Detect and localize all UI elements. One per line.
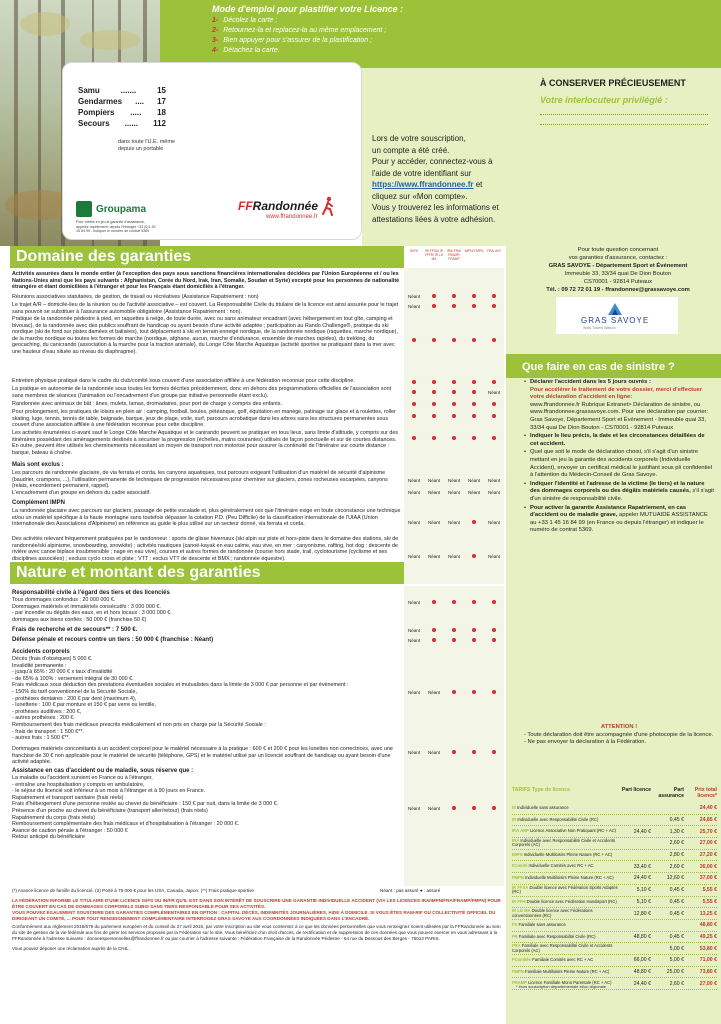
domaine-intro: Activités assurées dans le monde entier (à l'exception des pays sous sanctions financières internationales décidées par l'Union Européenne et / ou les Nations-Unies ainsi que les pays suivants : Afghanistan, Corée du Nord, Irak, Iran, Somalie, Soudan et Syrie) excepté pour les personnes de nationalité étrangère et étant domiciliées à l'étranger et pour les Français étant domiciliés à l'étranger. [12, 271, 400, 291]
tarif-row: FRA Familiale avec Responsabilité Civile et Accidents Corporels (AC) 5,00 € 53,80 € [512, 943, 717, 955]
covered-dot [472, 806, 476, 810]
domaine-row: Le trajet A/R – domicile-lieu de la réunion ou de l'activité associative – est couvert. La Responsabilité Civile du titulaire de la licence est ainsi assurée pour le trajet sans pouvoir se substituer à l'assurance automobile obligatoire (Assistance Rapatriement : non). [12, 302, 399, 315]
covered-dot [452, 628, 456, 632]
emergency-numbers [78, 85, 166, 129]
domaine-row: Réunions associatives statutaires, de gestion, de travail ou récréatives (Assistance Rapatriement : non) [12, 294, 259, 300]
subscription-text: Lors de votre souscription, un compte a été créé. Pour y accéder, connectez-vous à l'aide de votre identifiant sur https://www.ffrandonnee.fr et cliquez sur «Mon compte». Vous y trouverez les informations et attestations liées à votre adhésion. [372, 134, 499, 224]
accidents-list: Décès (frais d'obsèques) 5 000 €. Invalidité permanente : - jusqu'à 65% : 20 000 € x taux d'invalidité - de 65% à 100% : versement intégral de 30 000 €. Frais médicaux sous déduction des prestations éventuelles sociales et mutualistes dans la limite de 3 000 € par personne et par événement : - 150% du tarif conventionnel de la Sécurité Sociale, - prothèses dentaires : 200 € par dent (maximum 4), - lunetterie : 100 € par monture et 150 € par verre ou lentille, - prothèses auditives : 200 €, - autres prothèses : 200 €. Remboursement des frais médicaux prescrits médicalement et non pris en charge par la Sécurité Sociale : - frais de transport : 1 500 €**. - autres frais : 1 500 €**. [12, 656, 349, 742]
covered-dot [432, 402, 436, 406]
domaine-row: Randonnée avec animaux de bât : ânes, mulets, lamas, dromadaires, pour port de charge y compris des enfants. [12, 401, 282, 407]
emergency-row: Samu ....... 15 [78, 86, 166, 95]
covered-dot [472, 690, 476, 694]
domaine-row: Pratique de la randonnée pédestre à pied, en raquettes à neige, de toute durée, avec ou sans animateur encadrant (avec hébergement en tout gîte, camping et bivouac), de la randonnée avec des publics souffrant de handicap ou ayant besoin d'une activité adaptée ; participation au Rando Challenge®, pratique du ski nordique (ski de fond sur pistes damées et balisées), tout déplacement à ski en terrain enneigé nordique, de la randonnée nordique (raquettes, marche nordique), de la marche nordique ou toutes les formes de marche (nordique, afghane, aucun, marche d'endurance, ensemble de marches rapides), du trekking, du geocaching, du canicrando (association à la marche pour la traction animale), du Longe Côte Marche Aquatique (activité sportive se pratiquant dans la mer avec une hauteur d'eau située au niveau du diaphragme). [12, 316, 398, 355]
covered-dot [492, 600, 496, 604]
instruction-step: 3- Bien appuyer pour s'assurer de la plastification ; [212, 37, 373, 44]
rc-list: Tous dommages confondus : 20 000 000 €. Dommages matériels et immatériels consécutifs : 3 000 000 €. - par incendie ou dégâts des eaux, en et hors locaux : 3 000 000 €. dommages aux biens confiés : 50 000 € (franchise 50 €) [12, 597, 172, 623]
top-section [0, 0, 721, 246]
covered-dot [432, 436, 436, 440]
covered-dot [472, 638, 476, 642]
covered-dot [412, 390, 416, 394]
tarif-footnote: * Hors souscription départementale et/ou régionale [516, 984, 607, 989]
covered-dot [452, 806, 456, 810]
legend: Néant : pas assuré ● : assuré [380, 888, 441, 893]
covered-dot [472, 338, 476, 342]
covered-dot [472, 520, 476, 524]
interlocutor-label: Votre interlocuteur privilégié : [540, 95, 668, 105]
covered-dot [472, 750, 476, 754]
covered-dot [452, 690, 456, 694]
tarif-row: FMPN Individuelle Multiloisirs Pleine Nature (RC + AC) 24,40 € 12,60 € 37,00 € [512, 873, 717, 885]
groupama-fine-print: Pour mettre en jeu la garantie d'assistance, appelez rapidement: depuis l'étranger +33 (0)1 45 16 84 99 - Indiquer le numéro de contrat 5369 [76, 220, 156, 233]
covered-dot [432, 390, 436, 394]
covered-dot [452, 294, 456, 298]
covered-dot [492, 294, 496, 298]
covered-dot [432, 338, 436, 342]
tarif-row: IR LD MA Double licence avec Fédérations conventionnées (RC) 12,80 € 0,45 € 13,25 € [512, 908, 717, 920]
covered-dot [492, 690, 496, 694]
ffrandonnee-logo: FFRandonnée [238, 196, 335, 216]
dotted-line [540, 114, 708, 115]
domaine-title: Domaine des garanties [10, 246, 404, 268]
tarif-row: FR Familiale avec Responsabilité Civile (RC) 48,80 € 0,45 € 49,25 € [512, 932, 717, 944]
covered-dot [472, 390, 476, 394]
impn-title: Complément IMPN [12, 500, 66, 506]
covered-dot [412, 402, 416, 406]
assistance-title: Assistance en cas d'accident ou de maladie, sous réserve que : [12, 768, 194, 774]
covered-dot [492, 806, 496, 810]
covered-dot [432, 600, 436, 604]
covered-dot [492, 402, 496, 406]
covered-dot [452, 338, 456, 342]
covered-dot [452, 600, 456, 604]
covered-dot [472, 402, 476, 406]
tarif-row: IRA Individuelle avec Responsabilité Civile et Accidents Corporels (AC) 2,60 € 27,00 € [512, 838, 717, 850]
instruction-list [212, 16, 386, 56]
tarif-row: FComités Familiale Comités avec RC + AC 66,00 € 5,00 € 71,00 € [512, 955, 717, 967]
notice-1: LA FÉDÉRATION INFORME LE TITULAIRE D'UNE LICENCE IS/FS OU IN/FR QU'IL EST DANS SON INTÉRÊT DE SOUSCRIRE UNE GARANTIE INDIVIDUELLE ACCIDENT (VIA LES LICENCES IRA/IMPN/FRA/FRAMP/FMPN) POUR ÊTRE COUVERT EN CAS DE DOMMAGES CORPORELS SUBIS SANS TIERS RESPONSABLE POUR SES ACTIVITÉS. [12, 898, 501, 909]
domaine-row: La pratique en autonomie de la randonnée sous toutes les formes décrites précédemment, donc en dehors des programmations officielles de l'association sont sans membres de séances (l'animation ou l'encadrement d'un groupe par initiative personnelle étant exclu). [12, 386, 392, 399]
tarif-row: IComité Individuelle Comités avec RC + AC 33,40 € 2,60 € 36,00 € [512, 861, 717, 873]
tarif-row: IR FFSA Double licence avec Fédération Sports Adaptés (RC) 5,10 € 0,45 € 5,55 € [512, 885, 717, 897]
covered-dot [412, 380, 416, 384]
covered-dot [472, 380, 476, 384]
covered-dot [492, 414, 496, 418]
sinistre-item: • Déclarer l'accident dans les 5 jours ouvrés : Pour accélérer le traitement de votre dossier, merci d'effectuer votre déclaration d'accident en ligne: www.ffrandonnee.fr Rubrique Extranet> Déclaration de sinistre, ou www.ffrandonnee.grassavoye.com. Pour une déclaration par courrier: Gras Savoye, Département Sport et Événement - Immeuble quai 33, 33/34 quai De Dion Bouton - CS70001 - 92814 Puteaux [524, 379, 714, 432]
covered-dot [492, 750, 496, 754]
covered-dot [432, 414, 436, 418]
covered-dot [432, 304, 436, 308]
covered-dot [492, 628, 496, 632]
tarif-row: FRAMP Licence Familiale Mono Parentale (RC + AC) 24,40 € 2,60 € 27,00 € [512, 978, 717, 990]
gras-savoye-name: GRAS SAVOYE [581, 316, 650, 325]
tarif-row: IS Individuelle sans assurance 24,40 € [512, 803, 717, 815]
tarif-row: IMPN Individuelle Multiloisirs Pleine Nature (RC + AC) 2,80 € 27,20 € [512, 850, 717, 862]
covered-dot [452, 402, 456, 406]
covered-dot [472, 436, 476, 440]
tarif-row: FS Familiale sans assurance 48,80 € [512, 920, 717, 932]
footnote: (*) Avance licence de famille du licencié. (3) Porté à 75 000 € pour les USA, Canada, Japon. (**) Frais pratique sportive [12, 888, 254, 893]
assistance-list: La maladie ou l'accident survient en France ou à l'étranger, - entraîne une hospitalisation y compris en ambulatoire, - le séjour du licencié soit inférieur à un mois à l'étranger et à 90 jours en France. Rapatriement et transport sanitaire (frais réels) Frais d'hébergement d'une personne restée au chevet du bénéficiaire : 150 € par nuit, dans la limite de 3 000 €. Présence d'un proche au chevet du bénéficiaire (transport aller/retour) (frais réels) Rapatriement du corps (frais réels) Remboursement complémentaire des frais médicaux et d'hospitalisation à l'étranger : 20 000 €. Avance de caution pénale à l'étranger : 50 000 € Retour anticipé du bénéficiaire [12, 775, 279, 841]
instruction-step: 1- Décolez la carte ; [212, 17, 278, 24]
covered-dot [452, 750, 456, 754]
hiker-icon [321, 196, 335, 216]
contact-block: Pour toute question concernant vos garanties d'assurance, contactez : GRAS SAVOYE - Département Sport et Événement Immeuble 33, 33/34 quai De Dion Bouton CS70001 - 92814 Puteaux Tél. : 09 72 72 01 19 - ffrandonnee@grassavoye.com [546, 247, 690, 293]
ffr-url: www.ffrandonnee.fr [266, 214, 318, 220]
covered-dot [452, 304, 456, 308]
covered-dot [432, 294, 436, 298]
covered-dot [472, 628, 476, 632]
sinistre-item: • Indiquer l'identité et l'adresse de la victime (le tiers) et la nature des dommages corporels ou des dégâts matériels causés, s'il s'agit d'un sinistre de responsabilité civile. [524, 481, 714, 504]
emergency-note: dans toute l'U.E. même depuis un portable [118, 139, 175, 152]
groupama-icon [76, 201, 92, 217]
gras-savoye-sub: Willis Towers Watson [583, 326, 616, 330]
covered-dot [452, 638, 456, 642]
exclus-row: Les parcours de randonnée glaciaire, de via ferrata et corda, les canyons aquatiques, tout parcours exigeant l'utilisation d'un matériel de sécurité d'alpinisme (baudrier, crampons, ...), l'utilisation permanente de techniques de progression nécessaires pour cheminer sur glaciers, zones rocheuses escarpées, canyons (relais, encordement permanent, rappel). [12, 470, 388, 490]
info-sidebar [506, 246, 721, 1024]
instruction-step: 4- Détachez la carte. [212, 47, 280, 54]
groupama-logo: Groupama [76, 201, 146, 217]
domaine-row: Pour prolongement, les pratiques de loisirs en plein air : camping, football, boules, pétéanque, golf, équitation en manège, patinage sur glace et à roulettes, roller skating, luge, tennis, tennis de table, baignade, barque, jeux de plage, voile, surf, parcours acrobatique dans les arbres sans les structures permanentes sous couvert d'une association affiliée à une fédération reconnue pour cette discipline. [12, 409, 396, 429]
attention-block: ATTENTION ! - Toute déclaration doit être accompagnée d'une photocopie de la licence. - Ne pas envoyer la déclaration à la Fédération. [524, 724, 714, 745]
covered-dot [432, 380, 436, 384]
keep-title: À CONSERVER PRÉCIEUSEMENT [540, 78, 686, 88]
emergency-row: Pompiers ..... 18 [78, 108, 166, 117]
covered-dot [492, 304, 496, 308]
covered-dot [472, 304, 476, 308]
domaine-row: Entretien physique pratiqué dans le cadre du club/comité sous couvert d'une association affiliée à une fédération reconnue pour cette discipline. [12, 378, 355, 384]
sinistre-list [524, 379, 714, 536]
emergency-row: Secours ...... 112 [78, 119, 166, 128]
instruction-step: 2- Retournez-la et replacez-la au même emplacement ; [212, 27, 387, 34]
exclus-row: L'encadrement d'un groupe en dehors du cadre associatif. [12, 490, 151, 496]
dommages-materiels: Dommages matériels concomitants à un accident corporel pour le matériel nécessaire à la pratique : 600 € et 200 € pour les lunettes non correctrices, avec une franchise de 30 € non applicable pour le matériel de sécurité (téléphone, GPS) et le matériel utilisé par un licencié souffrant de handicap ou ayant besoin d'une activité adaptée. [12, 746, 393, 766]
covered-dot [472, 414, 476, 418]
sinistre-title: Que faire en cas de sinistre ? [522, 361, 675, 373]
tarif-row: FMPN Familiale Multiloisirs Pleine Nature (RC + AC) 48,80 € 25,00 € 73,80 € [512, 967, 717, 979]
tarif-header: TARIFS Type de licence Part licence Part assurance Prix total licence* [512, 787, 717, 799]
covered-dot [492, 436, 496, 440]
rc-title: Responsabilité civile à l'égard des tiers et des licenciés [12, 590, 170, 596]
accidents-title: Accidents corporels [12, 649, 70, 655]
emergency-row: Gendarmes .... 17 [78, 97, 166, 106]
covered-dot [452, 390, 456, 394]
sinistre-item: • Pour activer la garantie Assistance Rapatriement, en cas d'accident ou de maladie grave, appeler MUTUAIDE ASSISTANCE au +33 1 45 16 84 99 (en France ou depuis l'étranger) et indiquer le numéro de contrat 5369. [524, 505, 714, 535]
covered-dot [492, 380, 496, 384]
impn-row: La randonnée glaciaire avec parcours sur glaciers, passage de petite escalade et, plus généralement ces que l'itinéraire exige en toute circonstance une technique et/ou un matériel spécifique à la haute montagne sans toutefois dépasser la cotation P.D. (Peu Difficile) de la classification internationale de l'UIAA (Union Internationale des Associations d'Alpinisme) en référence au guide le plus utilisé sur un secteur donné, via ferrata et corda. [12, 508, 401, 528]
covered-dot [412, 414, 416, 418]
covered-dot [472, 554, 476, 558]
instruction-title: Mode d'emploi pour plastifier votre Licence : [212, 4, 404, 14]
notice-2: VOUS POUVEZ ÉGALEMENT SOUSCRIRE DES GARANTIES COMPLÉMENTAIRES EN OPTION : CAPITAL DÉCÈS, INDEMNITÉS JOURNALIÈRES, AIDE À DOMICILE. SI VOUS ÊTES RAM-RIF OU COLLECTIVITÉ OFFICIEL DU DIRIGEANT UN COMITÉ, ... POUR TOUT RENSEIGNEMENT COMPLÉMENTAIRE INTERROGEZ GRAS SAVOYE AUX COORDONNÉES INDIQUÉES DANS L'ENCADRÉ. [12, 910, 496, 921]
coverage-grid-bg [404, 268, 504, 584]
gdpr-notice: Conformément aux règlement 2016/679 du parlement européen et du conseil du 27 avril 2016, par votre inscription au site vous consentez à ce que les données personnelles que vous renseignez soient utilisées par la FFRandonnée au sein du site de gestion de la vie fédérale aux fins de gérer les services proposés par la Fédération sur le site. Vous bénéficiez d'un droit d'accès, de rectification et de suppression de ces données que vous pouvez exercer en vous adressant à la FFRandonnée à l'adresse suivante : donneespersonnelles@ffrandonnee.fr ou par courrier à l'adresse suivante : Fédération Française de la Randonnée Pédestre - 64 rue du Dessous des Berges - 75013 PARIS. [12, 924, 501, 941]
impn-row: Des activités relevant fréquemment pratiquées par le randonneur : sports de glisse hivernaux (ski alpin sur piste et hors-piste dans le domaine des stations, ski de randonnée/ski alpinisme, snowboarding, snowkite) ; activités nautiques (canoë-kayak en eau calme, eau vive, en mer ; canyonisme, rafting, hot dog : descente de rivière avec canoe biplace insubmersible ; nage en eau vive), courses et autres formes de randonnée (course hors stade, trail, cyclotourisme (cyclisme et ses disciplines associées) ; excluss cyclo cross et piste ; VTT : exclus VTT de descente et BMX ; randonnée équestre). [12, 536, 399, 562]
tarif-row: IRA ARP Licence Associative Non Pratiquant (RC + AC) 24,40 € 1,30 € 25,70 € [512, 826, 717, 838]
gras-savoye-icon [608, 303, 622, 315]
coverage-column-headers: IS/FS IR/ FFSA/ IR FFFR/ IR LD MA IRA/ FRA/ FRAMP/ FRAMP IMPN/ FMPN FRA/ AN* [410, 249, 501, 261]
tarif-row: IR FFH Double licence avec Fédération Handisport (RC) 5,10 € 0,45 € 5,55 € [512, 897, 717, 909]
cnil-notice: Vous pouvez déposer une réclamation auprès de la CNIL. [12, 946, 130, 951]
covered-dot [412, 338, 416, 342]
covered-dot [472, 600, 476, 604]
sinistre-item: • Indiquer le lieu précis, la date et les circonstances détaillées de cet accident. [524, 433, 714, 448]
dotted-line [540, 124, 708, 125]
covered-dot [452, 414, 456, 418]
covered-dot [412, 436, 416, 440]
guarantees-column: Domaine des garanties IS/FS IR/ FFSA/ IR FFFR/ IR LD MA IRA/ FRA/ FRAMP/ FRAMP IMPN/ FMPN FRA/ AN* Activités assurées dans le monde entier (à l'exception des pays sous sanctions financières internationales décidées par l'Union Européenne et / ou les Nations-Unies ainsi que les pays suivants : Afghanistan, Corée du Nord, Irak, Iran, Somalie, Soudan et Syrie) excepté pour les personnes de nationalité étrangère et étant domiciliées à l'étranger et pour les Français étant domiciliés à l'étranger. Réunions associatives statutaires, de gestion, de travail ou récréatives (Assistance Rapatriement : non) Le trajet A/R – domicile-lieu de la réunion ou de l'activité associative – est couvert. La Responsabilité Civile du titulaire de la licence est ainsi assurée pour le trajet sans pouvoir se substituer à l'assurance automobile obligatoire (Assistance Rapatriement : non). Pratique de la randonnée pédestre à pied, en raquettes à neige, de toute durée, avec ou sans animateur encadrant (avec hébergement en tout gîte, camping et bivouac), de la randonnée avec des publics souffrant de handicap ou ayant besoin d'une activité adaptée ; participation au Rando Challenge®, pratique du ski nordique (ski de fond sur pistes damées et balisées), tout déplacement à ski en terrain enneigé nordique, de la randonnée nordique (raquettes, marche nordique), de la marche nordique ou toutes les formes de marche (nordique, afghane, aucun, marche d'endurance, ensemble de marches rapides), du trekking, du geocaching, du canicrando (association à la marche pour la traction animale), du Longe Côte Marche Aquatique (activité sportive se pratiquant dans la mer avec une hauteur d'eau située au niveau du diaphragme). Entretien physique pratiqué dans le cadre du club/comité sous couvert d'une association affiliée à une fédération reconnue pour cette discipline. La pratique en autonomie de la randonnée sous toutes les formes décrites précédemment, donc en dehors des programmations officielles de l'association sont sans membres de séances (l'animation ou l'encadrement d'un groupe par initiative personnelle étant exclu). Randonnée avec animaux de bât : ânes, mulets, lamas, dromadaires, pour port de charge y compris des enfants. Pour prolongement, les pratiques de loisirs en plein air : camping, football, boules, pétéanque, golf, équitation en manège, patinage sur glace et à roulettes, roller skating, luge, tennis, tennis de table, baignade, barque, jeux de plage, voile, surf, parcours acrobatique dans les arbres sans les structures permanentes sous couvert d'une association affiliée à une fédération reconnue pour cette discipline. Les activités énumérées ci-avant sauf le Longe Côte Marche Aquatique et le canirando peuvent se pratiquer en tous lieux, sans limite d'altitude, y compris sur des itinéraires possédant des aménagements destinés à sécuriser la progression (échelles, mains courantes) utilisés de façon ponctuelle et sur de courtes distances. En outre, peuvent être utilisés les cheminements nécessitant un moyen de transport non motorisé pour assurer la continuité de l'itinéraire sur courte distance : barque, bateau à chaîne. Mais sont exclus : Les parcours de randonnée glaciaire, de via ferrata et corda, les canyons aquatiques, tout parcours exigeant l'utilisation d'un matériel de sécurité d'alpinisme (baudrier, crampons, ...), l'utilisation permanente de techniques de progression nécessaires pour cheminer sur glaciers, zones rocheuses escarpées, canyons (relais, encordement permanent, rappel). L'encadrement d'un groupe en dehors du cadre associatif. Complément IMPN La randonnée glaciaire avec parcours sur glaciers, passage de petite escalade et, plus généralement ces que l'itinéraire exige en toute circonstance une technique et/ou un matériel spécifique à la haute montagne sans toutefois dépasser la cotation P.D. (Peu Difficile) de la classification internationale de l'UIAA (Union Internationale des Associations d'Alpinisme) en référence au guide le plus utilisé sur un secteur donné, via ferrata et corda. Des activités relevant fréquemment pratiquées par le randonneur : sports de glisse hivernaux (ski alpin sur piste et hors-piste dans le domaine des stations, ski de randonnée/ski alpinisme, snowboarding, snowkite) ; activités nautiques (canoë-kayak en eau calme, eau vive, en mer ; canyonisme, rafting, hot dog : descente de rivière avec canoe biplace insubmersible ; nage en eau vive), courses et autres formes de randonnée (course hors stade, trail, cyclotourisme (cyclisme et ses disciplines associées) ; excluss cyclo cross et piste ; VTT : exclus VTT de descente et BMX ; randonnée équestre). Néant Néant Néant Néant Néant Néant Néant Néant Néant Néant Néant Néant Néant Néant Néant Néant Néant Néant Néant Néant Néant Nature et montant des garanties Responsabilité civile à l'égard des tiers et des licenciés Tous dommages confondus : 20 000 000 €. Dommages matériels et immatériels consécutifs : 3 000 000 €. - par incendie ou dégâts des eaux, en et hors locaux : 3 000 000 €. dommages aux biens confiés : 50 000 € (franchise 50 €) Frais de recherche et de secours** : 7 500 €. Défense pénale et recours contre un tiers : 50 000 € (franchise : Néant) Accidents corporels Décès (frais d'obsèques) 5 000 €. Invalidité permanente : - jusqu'à 65% : 20 000 € x taux d'invalidité - de 65% à 100% : versement intégral de 30 000 €. Frais médicaux sous déduction des prestations éventuelles sociales et mutualistes dans la limite de 3 000 € par personne et par événement : - 150% du tarif conventionnel de la Sécurité Sociale, - prothèses dentaires : 200 € par dent (maximum 4), - lunetterie : 100 € par monture et 150 € par verre ou lentille, - prothèses auditives : 200 €, - autres prothèses : 200 €. Remboursement des frais médicaux prescrits médicalement et non pris en charge par la Sécurité Sociale : - frais de transport : 1 500 €**. - autres frais : 1 500 €**. Dommages matériels concomitants à un accident corporel pour le matériel nécessaire à la pratique : 600 € et 200 € pour les lunettes non correctrices, avec une franchise de 30 € non applicable pour le matériel de sécurité (téléphone, GPS) et le matériel utilisé par un licencié souffrant de handicap ou ayant besoin d'une activité adaptée. Assistance en cas d'accident ou de maladie, sous réserve que : La maladie ou l'accident survient en France ou à l'étranger, - entraîne une hospitalisation y compris en ambulatoire, - le séjour du licencié soit inférieur à un mois à l'étranger et à 90 jours en France. Rapatriement et transport sanitaire (frais réels) Frais d'hébergement d'une personne restée au chevet du bénéficiaire : 150 € par nuit, dans la limite de 3 000 €. Présence d'un proche au chevet du bénéficiaire (transport aller/retour) (frais réels) Rapatriement du corps (frais réels) Remboursement complémentaire des frais médicaux et d'hospitalisation à l'étranger : 20 000 €. Avance de caution pénale à l'étranger : 50 000 € Retour anticipé du bénéficiaire Néant Néant Néant Néant Néant Néant Néant Néant Néant (*) Avance licence de famille du licencié. (3) Porté à 75 000 € pour les USA, Canada, Japon. (**) Frais pratique sportive Néant : pas assuré ● : assuré LA FÉDÉRATION INFORME LE TITULAIRE D'UNE LICENCE IS/FS OU IN/FR QU'IL EST DANS SON INTÉRÊT DE SOUSCRIRE UNE GARANTIE INDIVIDUELLE ACCIDENT (VIA LES LICENCES IRA/IMPN/FRA/FRAMP/FMPN) POUR ÊTRE COUVERT EN CAS DE DOMMAGES CORPORELS SUBIS SANS TIERS RESPONSABLE POUR SES ACTIVITÉS. VOUS POUVEZ ÉGALEMENT SOUSCRIRE DES GARANTIES COMPLÉMENTAIRES EN OPTION : CAPITAL DÉCÈS, INDEMNITÉS JOURNALIÈRES, AIDE À DOMICILE. SI VOUS ÊTES RAM-RIF OU COLLECTIVITÉ OFFICIEL DU DIRIGEANT UN COMITÉ, ... POUR TOUT RENSEIGNEMENT COMPLÉMENTAIRE INTERROGEZ GRAS SAVOYE AUX COORDONNÉES INDIQUÉES DANS L'ENCADRÉ. Conformément aux règlement 2016/679 du parlement européen et du conseil du 27 avril 2016, par votre inscription au site vous consentez à ce que les données personnelles que vous renseignez soient utilisées par la FFRandonnée au sein du site de gestion de la vie fédérale aux fins de gérer les services proposés par la Fédération sur le site. Vous bénéficiez d'un droit d'accès, de rectification et de suppression de ces données que vous pouvez exercer en vous adressant à la FFRandonnée à l'adresse suivante : donneespersonnelles@ffrandonnee.fr ou par courrier à l'adresse suivante : Fédération Française de la Randonnée Pédestre - 64 rue du Dessous des Berges - 75013 PARIS. Vous pouvez déposer une réclamation auprès de la CNIL. [0, 246, 506, 1024]
defense-penale: Défense pénale et recours contre un tiers : 50 000 € (franchise : Néant) [12, 637, 214, 643]
account-link[interactable]: https://www.ffrandonnee.fr [372, 180, 474, 189]
covered-dot [492, 638, 496, 642]
exclus-title: Mais sont exclus : [12, 462, 64, 468]
tarif-table [512, 787, 717, 990]
covered-dot [472, 294, 476, 298]
covered-dot [432, 638, 436, 642]
covered-dot [432, 628, 436, 632]
covered-dot [452, 380, 456, 384]
frais-recherche: Frais de recherche et de secours** : 7 500 €. [12, 627, 138, 633]
nature-title: Nature et montant des garanties [10, 562, 404, 584]
covered-dot [492, 338, 496, 342]
sinistre-item: • Quel que soit le mode de déclaration choisi, s'il s'agit d'un sinistre mettant en jeu la garantie des accidents corporels (Individuelle Accident), envoyer un certificat médical le justifiant sous pli confidentiel à l'attention du Médecin-Conseil de Gras Savoye. [524, 449, 714, 479]
domaine-row: Les activités énumérées ci-avant sauf le Longe Côte Marche Aquatique et le canirando peuvent se pratiquer en tous lieux, sans limite d'altitude, y compris sur des itinéraires possédant des aménagements destinés à sécuriser la progression (échelles, mains courantes) utilisés de façon ponctuelle et sur de courtes distances. En outre, peuvent être utilisés les cheminements nécessitant un moyen de transport non motorisé pour assurer la continuité de l'itinéraire sur courte distance : barque, bateau à chaîne. [12, 430, 399, 456]
tarif-row: IR Individuelle avec Responsabilité Civile (RC) 0,45 € 24,85 € [512, 815, 717, 827]
covered-dot [452, 436, 456, 440]
